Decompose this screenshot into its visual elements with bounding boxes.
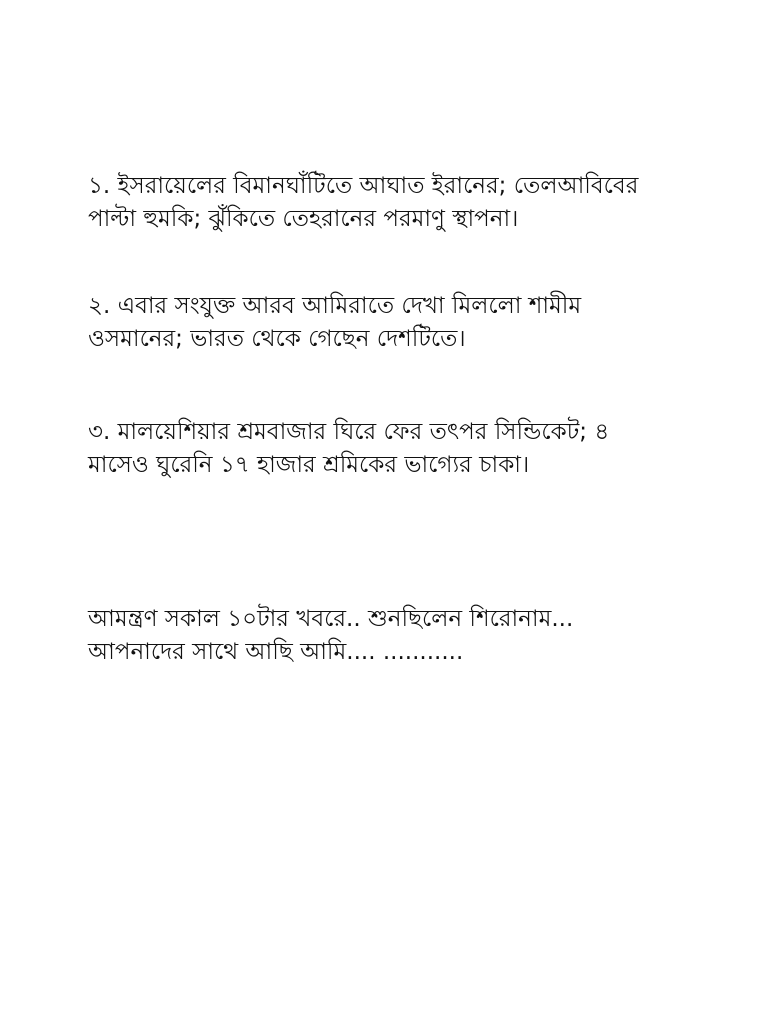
headline-3 [88,416,708,482]
headline-3-line-1: ৩. মালয়েশিয়ার শ্রমবাজার ঘিরে ফের তৎপর সিন্ডিকেট; ৪ [88,419,610,445]
outro-line-2: আপনাদের সাথে আছি আমি.... ........... [88,639,464,665]
headline-2 [88,290,708,356]
headline-2-line-1: ২. এবার সংযুক্ত আরব আমিরাতে দেখা মিললো শামীম [88,293,582,319]
outro-text [88,603,708,669]
headline-1-line-1: ১. ইসরায়েলের বিমানঘাঁটিতে আঘাত ইরানের; তেলআবিবের [88,173,639,199]
headline-1-line-2: পাল্টা হুমকি; ঝুঁকিতে তেহরানের পরমাণু স্থাপনা। [88,206,519,232]
headline-2-line-2: ওসমানের; ভারত থেকে গেছেন দেশটিতে। [88,326,466,352]
headline-3-line-2: মাসেও ঘুরেনি ১৭ হাজার শ্রমিকের ভাগ্যের চাকা। [88,452,530,478]
outro-line-1: আমন্ত্রণ সকাল ১০টার খবরে.. শুনছিলেন শিরোনাম... [88,606,574,632]
headline-1 [88,170,708,236]
